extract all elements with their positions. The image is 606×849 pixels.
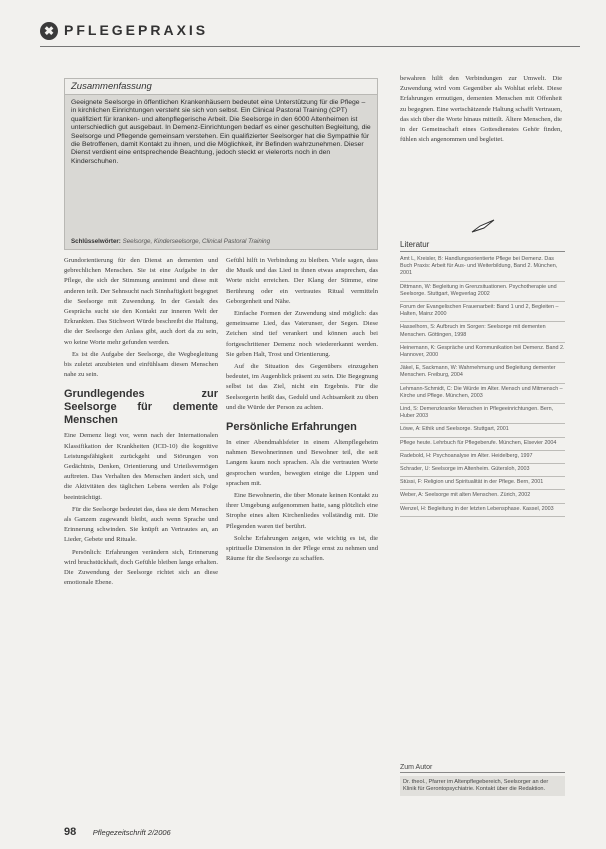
paragraph: Für die Seelsorge bedeutet das, dass sie dem Menschen als Ganzem zugewandt bleibt, auch wenn Sprache und Erinnerung schwinden. Sie knüpft an Vertrautes an, an Lieder, Gebete und Rituale. (64, 505, 218, 544)
paragraph: In einer Abendmahlsfeier in einem Altenpflegeheim nahmen Bewohnerinnen und Bewohner teil, die seit Langem kaum noch sprachen. Als die vertrauten Worte gesprochen wurden, bewegten einige die Lippen und sprachen mit. (226, 439, 378, 487)
literature-item: Forum der Evangelischen Frauenarbeit: Band 1 und 2, Begleiten – Halten, Mainz 2000 (400, 302, 565, 322)
author-heading: Zum Autor (400, 764, 565, 773)
keywords-text: Seelsorge, Kinderseelsorge, Clinical Pastoral Training (122, 238, 271, 245)
quill-pen-icon (470, 218, 496, 234)
abstract-keywords (71, 238, 371, 245)
text-column-middle (226, 256, 378, 566)
paragraph: Grundorientierung für den Dienst an dementen und gebrechlichen Menschen. Sie ist eine Aufgabe in der Pflege, die sich der Stimmung annimmt und diese mit anderen teilt. Der Sehnsucht nach Sinnhaftigkeit begegnet die Seelsorge mit Zuwendung. In der Gestalt des Gesprächs sucht sie den Kontakt zur inneren Welt der Erkrankten. Das Stichwort Würde beschreibt die Haltung, die der Seelsorge den Anlass gibt, auch dort da zu sein, wo keine Worte mehr gefunden werden. (64, 257, 218, 346)
literature-item: Jäkel, E, Sackmann, W: Wahrnehmung und Begleitung dementer Menschen. Freiburg, 2004 (400, 363, 565, 383)
section-logo-icon: ✖ (40, 22, 58, 40)
paragraph: Eine Bewohnerin, die über Monate keinen Kontakt zu ihrer Umgebung aufgenommen hatte, sang plötzlich eine Strophe eines alten Kirchenliedes vollständig mit. Die Pflegenden waren tief berührt. (226, 492, 378, 530)
section-heading: Grundlegendes zur Seelsorge für demente Menschen (64, 388, 218, 427)
literature-item: Stüssi, F: Religion und Spiritualität in der Pflege. Bern, 2001 (400, 477, 565, 490)
abstract-box (64, 78, 378, 250)
literature-item: Lind, S: Demenzkranke Menschen in Pflegeeinrichtungen. Bern, Huber 2003 (400, 404, 565, 424)
paragraph: Persönlich: Erfahrungen verändern sich, Erinnerung wird bruchstückhaft, doch Gefühle bleiben lange erhalten. Die Zuwendung der Seelsorge richtet sich an diese emotionale Ebene. (64, 548, 218, 587)
page-header (40, 20, 580, 48)
paragraph: bewahren hilft den Verbindungen zur Umwelt. Die Zuwendung wird vom Gegenüber als Wohltat erlebt. Diese Erfahrungen ermutigen, dementen Menschen mit Offenheit zu begegnen. Eine wertschätzende Haltung schafft Vertrauen, das sich über die Worte hinaus mitteilt. Ältere Menschen, die in der Gemeinschaft eines Gottesdienstes Gehör finden, fühlen sich angenommen und begleitet. (400, 75, 562, 144)
literature-item: Heinemann, K: Gespräche und Kommunikation bei Demenz. Band 2. Hannover, 2000 (400, 343, 565, 363)
text-column-left (64, 256, 218, 590)
author-text: Dr. theol., Pfarrer im Altenpflegebereich, Seelsorger an der Klinik für Gerontopsychiatrie. Kontakt über die Redaktion. (400, 776, 565, 796)
literature-item: Weber, A: Seelsorge mit alten Menschen. Zürich, 2002 (400, 490, 565, 503)
literature-item: Radebold, H: Psychoanalyse im Alter. Heidelberg, 1997 (400, 451, 565, 464)
section-title: PFLEGEPRAXIS (64, 22, 209, 38)
paragraph: Gefühl hilft in Verbindung zu bleiben. Viele sagen, dass die Musik und das Lied in ihnen etwas ansprechen, das Worte nicht erreichen. Der Klang der Stimme, eine Berührung oder ein vertrautes Ritual vermitteln Geborgenheit und Nähe. (226, 257, 378, 305)
literature-item: Schrader, U: Seelsorge im Altenheim. Gütersloh, 2003 (400, 464, 565, 477)
literature-list (400, 254, 565, 517)
literature-item: Hasselhorn, S: Aufbruch im Sorgen: Seelsorge mit dementen Menschen. Göttingen, 1998 (400, 322, 565, 342)
literature-heading: Literatur (400, 240, 565, 252)
section-heading: Persönliche Erfahrungen (226, 421, 357, 434)
header-divider (40, 46, 580, 47)
text-column-right (400, 74, 562, 147)
paragraph: Solche Erfahrungen zeigen, wie wichtig es ist, die spirituelle Dimension in der Pflege ernst zu nehmen und Räume für die Seelsorge zu schaffen. (226, 534, 378, 563)
page-number: 98 (64, 826, 77, 838)
keywords-label: Schlüsselwörter: (71, 238, 121, 245)
literature-item: Lehmann-Schmidt, C: Die Würde im Alter. Mensch und Mitmensch – Kirche und Pflege. München, 2003 (400, 384, 565, 404)
abstract-text: Geeignete Seelsorge in öffentlichen Krankenhäusern bedeutet eine Unterstützung für die Pflege – in kirchlichen Einrichtungen versteht sie sich von selbst. Ein Clinical Pastoral Training (CPT) qualifiziert für kranken- und altenpflegerische Arbeit. Die Seelsorge in den 6000 Altenheimen ist unterschiedlich gut ausgebaut. In Demenz-Einrichtungen bedarf es einer geschulten Begleitung, die Seelsorge und Pflegende gemeinsam verstehen. Ein qualifizierter Seelsorger hat die Sympathie für die Betroffenen, damit Kontakt zu ihnen, und die Möglichkeit, ihr Befinden wahrzunehmen. Dieser Dienst verdient eine entsprechende Beachtung, jedoch steckt er vielerorts noch in den Kinderschuhen. (71, 99, 371, 165)
abstract-heading: Zusammenfassung (65, 79, 377, 95)
journal-name: Pflegezeitschrift 2/2006 (92, 828, 171, 837)
paragraph: Auf die Situation des Gegenübers einzugehen bedeutet, im Augenblick präsent zu sein. Die Begegnung selbst ist das Ziel, nicht ein Ergebnis. Für die Seelsorgerin heißt das, Geduld und Achtsamkeit zu üben und die Würde der Person zu achten. (226, 363, 378, 411)
paragraph: Einfache Formen der Zuwendung sind möglich: das gemeinsame Lied, das Vaterunser, der Segen. Diese Zeichen sind tief verankert und können auch bei fortgeschrittener Demenz noch wiedererkannt werden. Sie geben Halt, Trost und Orientierung. (226, 310, 378, 358)
literature-item: Wenzel, H: Begleitung in der letzten Lebensphase. Kassel, 2003 (400, 504, 565, 517)
literature-item: Dittmann, W: Begleitung in Grenzsituationen. Psychotherapie und Seelsorge. Stuttgart, Wegverlag 2002 (400, 282, 565, 302)
paragraph: Es ist die Aufgabe der Seelsorge, die Wegbegleitung bis zuletzt anzubieten und einfühlsam diesen Menschen nahe zu sein. (64, 350, 218, 379)
literature-item: Amt L, Kreisler, B: Handlungsorientierte Pflege bei Demenz. Das Buch Praxis: Arbeit für Aus- und Weiterbildung, Band 2. München, 2001 (400, 254, 565, 282)
paragraph: Eine Demenz liegt vor, wenn nach der Internationalen Klassifikation der Krankheiten (ICD-10) die kognitive Leistungsfähigkeit zurückgeht und Störungen von Gedächtnis, Denken, Orientierung und Urteilsvermögen auftreten. Das Verhalten des Menschen ändert sich, und die Aktivitäten des täglichen Lebens werden als Folge beeinträchtigt. (64, 432, 218, 501)
literature-item: Löwe, A: Ethik und Seelsorge. Stuttgart, 2001 (400, 424, 565, 437)
literature-item: Pflege heute. Lehrbuch für Pflegeberufe. München, Elsevier 2004 (400, 438, 565, 451)
author-box (400, 764, 565, 820)
page-footer (64, 826, 364, 838)
